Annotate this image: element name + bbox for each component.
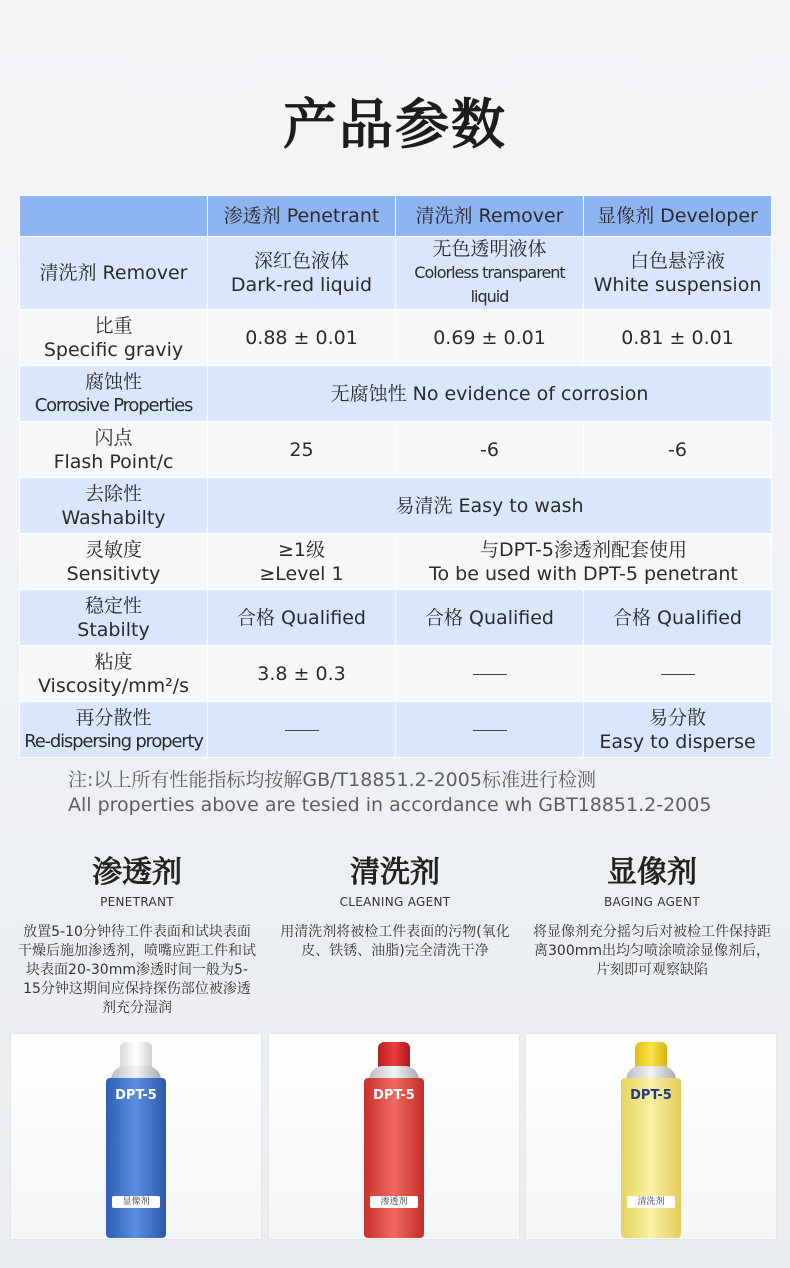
dash-placeholder bbox=[473, 730, 507, 731]
table-cell: 0.69 ± 0.01 bbox=[396, 310, 584, 366]
spec-table bbox=[19, 195, 772, 758]
table-cell bbox=[396, 702, 584, 758]
row-label: 闪点 Flash Point/c bbox=[20, 422, 208, 478]
can-body bbox=[106, 1078, 166, 1238]
can-cn-label: 清洗剂 bbox=[627, 1196, 675, 1208]
header-cell bbox=[20, 196, 208, 237]
table-row bbox=[20, 646, 772, 702]
penetrant-section bbox=[12, 855, 262, 1018]
table-cell: 合格 Qualified bbox=[584, 590, 772, 646]
can-brand: DPT-5 bbox=[115, 1088, 157, 1103]
table-row bbox=[20, 534, 772, 590]
table-cell bbox=[208, 702, 396, 758]
row-label: 粘度 Viscosity/mm²/s bbox=[20, 646, 208, 702]
row-label: 再分散性 Re-dispersing property bbox=[20, 702, 208, 758]
table-cell-merged: 易清洗 Easy to wash bbox=[208, 478, 772, 534]
can-cap bbox=[378, 1042, 410, 1068]
dash-placeholder bbox=[285, 730, 319, 731]
can-body bbox=[621, 1078, 681, 1238]
table-cell bbox=[584, 646, 772, 702]
section-subtitle: BAGING AGENT bbox=[604, 895, 700, 909]
note-en: All properties above are tesied in accordance wh GBT18851.2-2005 bbox=[68, 794, 712, 816]
product-card[interactable] bbox=[526, 1034, 776, 1239]
header-cell: 显像剂 Developer bbox=[584, 196, 772, 237]
table-header-row bbox=[20, 196, 772, 237]
table-row bbox=[20, 422, 772, 478]
dash-placeholder bbox=[661, 674, 695, 675]
can-body bbox=[364, 1078, 424, 1238]
table-row bbox=[20, 237, 772, 310]
cleaning-agent-section bbox=[270, 855, 520, 961]
can-cap bbox=[120, 1042, 152, 1068]
table-row bbox=[20, 366, 772, 422]
section-subtitle: PENETRANT bbox=[100, 895, 174, 909]
header-cell: 渗透剂 Penetrant bbox=[208, 196, 396, 237]
product-card[interactable] bbox=[11, 1034, 261, 1239]
table-row bbox=[20, 702, 772, 758]
can-cn-label: 渗透剂 bbox=[370, 1196, 418, 1208]
can-cn-label: 显像剂 bbox=[112, 1196, 160, 1208]
table-cell: 0.81 ± 0.01 bbox=[584, 310, 772, 366]
section-description: 用清洗剂将被检工件表面的污物(氧化皮、铁锈、油脂)完全清洗干净 bbox=[280, 924, 510, 959]
product-card[interactable] bbox=[269, 1034, 519, 1239]
row-label: 比重 Specific graviy bbox=[20, 310, 208, 366]
row-label: 去除性 Washabilty bbox=[20, 478, 208, 534]
section-title: 渗透剂 bbox=[92, 855, 182, 890]
section-subtitle: CLEANING AGENT bbox=[339, 895, 451, 909]
table-row bbox=[20, 310, 772, 366]
developer-section bbox=[527, 855, 777, 980]
can-cap bbox=[635, 1042, 667, 1068]
table-row bbox=[20, 478, 772, 534]
row-label: 腐蚀性 Corrosive Properties bbox=[20, 366, 208, 422]
note-cn: 注:以上所有性能指标均按解GB/T18851.2-2005标准进行检测 bbox=[68, 769, 596, 791]
table-cell: 25 bbox=[208, 422, 396, 478]
row-label: 灵敏度 Sensitivty bbox=[20, 534, 208, 590]
section-description: 将显像剂充分摇匀后对被检工件保持距离300mm出均匀喷涂喷涂显像剂后，片刻即可观察缺陷 bbox=[533, 924, 771, 978]
table-cell: 无色透明液体 Colorless transparent liquid bbox=[396, 237, 584, 310]
row-label: 清洗剂 Remover bbox=[20, 237, 208, 310]
section-title: 清洗剂 bbox=[350, 855, 440, 890]
table-cell-merged: 无腐蚀性 No evidence of corrosion bbox=[208, 366, 772, 422]
can-brand: DPT-5 bbox=[373, 1088, 415, 1103]
section-title: 显像剂 bbox=[607, 855, 697, 890]
table-cell: 3.8 ± 0.3 bbox=[208, 646, 396, 702]
test-note bbox=[68, 768, 768, 818]
table-cell: 0.88 ± 0.01 bbox=[208, 310, 396, 366]
table-cell-merged: 与DPT-5渗透剂配套使用 To be used with DPT-5 penetrant bbox=[396, 534, 772, 590]
page-title: 产品参数 bbox=[283, 93, 507, 156]
can-brand: DPT-5 bbox=[630, 1088, 672, 1103]
table-cell bbox=[396, 646, 584, 702]
table-cell: 深红色液体 Dark-red liquid bbox=[208, 237, 396, 310]
dash-placeholder bbox=[473, 674, 507, 675]
table-cell: 合格 Qualified bbox=[208, 590, 396, 646]
table-cell: 白色悬浮液 White suspension bbox=[584, 237, 772, 310]
table-cell: ≥1级 ≥Level 1 bbox=[208, 534, 396, 590]
row-label: 稳定性 Stabilty bbox=[20, 590, 208, 646]
table-cell: 易分散 Easy to disperse bbox=[584, 702, 772, 758]
table-cell: -6 bbox=[584, 422, 772, 478]
section-description: 放置5-10分钟待工件表面和试块表面干燥后施加渗透剂，喷嘴应距工件和试块表面20-30mm渗透时间一般为5-15分钟这期间应保持探伤部位被渗透剂充分湿润 bbox=[18, 924, 256, 1016]
table-cell: -6 bbox=[396, 422, 584, 478]
header-cell: 清洗剂 Remover bbox=[396, 196, 584, 237]
table-cell: 合格 Qualified bbox=[396, 590, 584, 646]
table-row bbox=[20, 590, 772, 646]
